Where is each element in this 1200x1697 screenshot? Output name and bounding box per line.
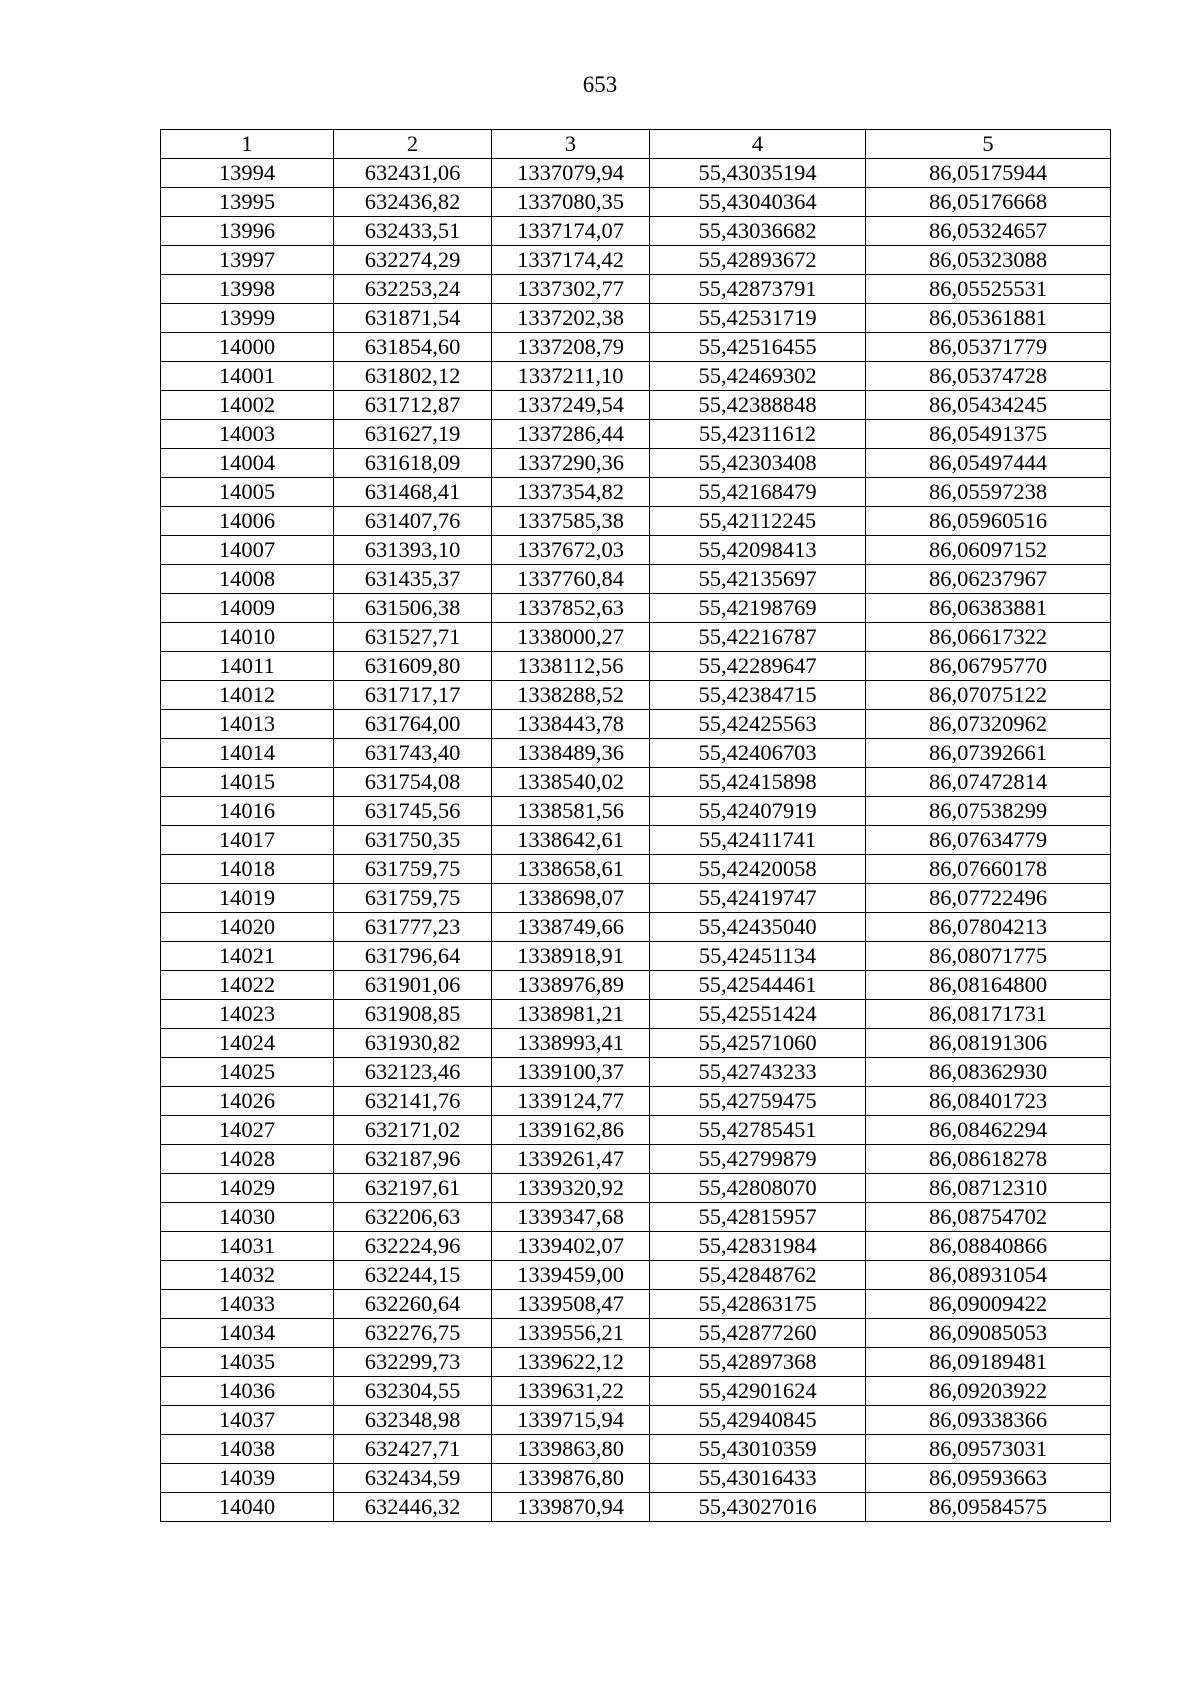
- cell-latitude: 55,42289647: [650, 652, 866, 681]
- cell-coord-x: 631745,56: [334, 797, 492, 826]
- cell-coord-x: 631750,35: [334, 826, 492, 855]
- cell-longitude: 86,08754702: [866, 1203, 1111, 1232]
- cell-coord-y: 1339124,77: [492, 1087, 650, 1116]
- cell-coord-y: 1338112,56: [492, 652, 650, 681]
- header-row: [161, 130, 1111, 159]
- table-row: [161, 565, 1111, 594]
- cell-longitude: 86,05960516: [866, 507, 1111, 536]
- cell-point-number: 14031: [161, 1232, 334, 1261]
- cell-coord-x: 632253,24: [334, 275, 492, 304]
- cell-point-number: 13995: [161, 188, 334, 217]
- cell-point-number: 14016: [161, 797, 334, 826]
- cell-point-number: 14001: [161, 362, 334, 391]
- cell-coord-x: 631609,80: [334, 652, 492, 681]
- cell-point-number: 14035: [161, 1348, 334, 1377]
- table-row: [161, 333, 1111, 362]
- cell-coord-y: 1338288,52: [492, 681, 650, 710]
- cell-longitude: 86,05176668: [866, 188, 1111, 217]
- table-row: [161, 449, 1111, 478]
- cell-coord-x: 632299,73: [334, 1348, 492, 1377]
- cell-coord-x: 631393,10: [334, 536, 492, 565]
- cell-coord-y: 1338981,21: [492, 1000, 650, 1029]
- cell-coord-x: 632187,96: [334, 1145, 492, 1174]
- cell-point-number: 14020: [161, 913, 334, 942]
- cell-latitude: 55,42198769: [650, 594, 866, 623]
- cell-coord-x: 632304,55: [334, 1377, 492, 1406]
- cell-coord-x: 631743,40: [334, 739, 492, 768]
- cell-coord-y: 1338976,89: [492, 971, 650, 1000]
- cell-coord-y: 1338749,66: [492, 913, 650, 942]
- cell-longitude: 86,05371779: [866, 333, 1111, 362]
- cell-longitude: 86,08840866: [866, 1232, 1111, 1261]
- cell-point-number: 14038: [161, 1435, 334, 1464]
- cell-latitude: 55,42759475: [650, 1087, 866, 1116]
- cell-point-number: 14018: [161, 855, 334, 884]
- cell-longitude: 86,09203922: [866, 1377, 1111, 1406]
- cell-coord-x: 632431,06: [334, 159, 492, 188]
- cell-latitude: 55,42419747: [650, 884, 866, 913]
- cell-latitude: 55,43035194: [650, 159, 866, 188]
- cell-point-number: 13999: [161, 304, 334, 333]
- table-row: [161, 246, 1111, 275]
- cell-coord-x: 631854,60: [334, 333, 492, 362]
- cell-coord-x: 631908,85: [334, 1000, 492, 1029]
- cell-point-number: 14025: [161, 1058, 334, 1087]
- table-row: [161, 304, 1111, 333]
- cell-latitude: 55,42815957: [650, 1203, 866, 1232]
- cell-point-number: 14004: [161, 449, 334, 478]
- table-row: [161, 1290, 1111, 1319]
- cell-point-number: 14036: [161, 1377, 334, 1406]
- cell-coord-y: 1338642,61: [492, 826, 650, 855]
- cell-latitude: 55,43016433: [650, 1464, 866, 1493]
- table-row: [161, 1145, 1111, 1174]
- cell-latitude: 55,43036682: [650, 217, 866, 246]
- cell-latitude: 55,42544461: [650, 971, 866, 1000]
- cell-point-number: 14032: [161, 1261, 334, 1290]
- cell-coord-x: 632171,02: [334, 1116, 492, 1145]
- cell-coord-y: 1339459,00: [492, 1261, 650, 1290]
- cell-coord-x: 631777,23: [334, 913, 492, 942]
- table-row: [161, 1493, 1111, 1522]
- table-row: [161, 1203, 1111, 1232]
- cell-point-number: 14002: [161, 391, 334, 420]
- cell-coord-y: 1339863,80: [492, 1435, 650, 1464]
- table-row: [161, 391, 1111, 420]
- cell-coord-x: 632244,15: [334, 1261, 492, 1290]
- cell-coord-y: 1339870,94: [492, 1493, 650, 1522]
- table-row: [161, 710, 1111, 739]
- cell-longitude: 86,05597238: [866, 478, 1111, 507]
- cell-latitude: 55,42435040: [650, 913, 866, 942]
- cell-coord-x: 631717,17: [334, 681, 492, 710]
- cell-coord-x: 631754,08: [334, 768, 492, 797]
- cell-point-number: 14014: [161, 739, 334, 768]
- cell-coord-y: 1337760,84: [492, 565, 650, 594]
- table-row: [161, 1174, 1111, 1203]
- table-row: [161, 1377, 1111, 1406]
- cell-longitude: 86,05525531: [866, 275, 1111, 304]
- cell-point-number: 13997: [161, 246, 334, 275]
- cell-latitude: 55,42831984: [650, 1232, 866, 1261]
- cell-coord-y: 1338698,07: [492, 884, 650, 913]
- cell-latitude: 55,42098413: [650, 536, 866, 565]
- header-cell-1: 1: [161, 130, 334, 159]
- cell-coord-x: 632274,29: [334, 246, 492, 275]
- table-row: [161, 913, 1111, 942]
- cell-point-number: 14013: [161, 710, 334, 739]
- cell-longitude: 86,05374728: [866, 362, 1111, 391]
- cell-point-number: 14026: [161, 1087, 334, 1116]
- cell-point-number: 14034: [161, 1319, 334, 1348]
- cell-coord-y: 1339261,47: [492, 1145, 650, 1174]
- cell-longitude: 86,06097152: [866, 536, 1111, 565]
- cell-coord-y: 1337249,54: [492, 391, 650, 420]
- table-row: [161, 507, 1111, 536]
- table-row: [161, 1261, 1111, 1290]
- table-row: [161, 623, 1111, 652]
- cell-coord-y: 1337174,07: [492, 217, 650, 246]
- cell-point-number: 13996: [161, 217, 334, 246]
- cell-longitude: 86,06795770: [866, 652, 1111, 681]
- cell-coord-x: 631796,64: [334, 942, 492, 971]
- table-row: [161, 478, 1111, 507]
- cell-coord-y: 1338489,36: [492, 739, 650, 768]
- cell-longitude: 86,08362930: [866, 1058, 1111, 1087]
- cell-coord-y: 1337080,35: [492, 188, 650, 217]
- cell-latitude: 55,43010359: [650, 1435, 866, 1464]
- cell-longitude: 86,08618278: [866, 1145, 1111, 1174]
- cell-coord-y: 1337208,79: [492, 333, 650, 362]
- cell-point-number: 14037: [161, 1406, 334, 1435]
- cell-coord-x: 631627,19: [334, 420, 492, 449]
- cell-longitude: 86,07634779: [866, 826, 1111, 855]
- cell-point-number: 14003: [161, 420, 334, 449]
- table-row: [161, 1406, 1111, 1435]
- cell-coord-y: 1338918,91: [492, 942, 650, 971]
- table-row: [161, 594, 1111, 623]
- header-cell-3: 3: [492, 130, 650, 159]
- cell-longitude: 86,05497444: [866, 449, 1111, 478]
- cell-latitude: 55,42516455: [650, 333, 866, 362]
- header-cell-2: 2: [334, 130, 492, 159]
- cell-longitude: 86,09573031: [866, 1435, 1111, 1464]
- cell-latitude: 55,42877260: [650, 1319, 866, 1348]
- table-row: [161, 217, 1111, 246]
- cell-latitude: 55,42863175: [650, 1290, 866, 1319]
- cell-coord-y: 1337290,36: [492, 449, 650, 478]
- cell-coord-y: 1338581,56: [492, 797, 650, 826]
- table-row: [161, 1464, 1111, 1493]
- cell-coord-x: 631764,00: [334, 710, 492, 739]
- cell-longitude: 86,09085053: [866, 1319, 1111, 1348]
- cell-latitude: 55,42406703: [650, 739, 866, 768]
- cell-coord-x: 631802,12: [334, 362, 492, 391]
- cell-latitude: 55,42571060: [650, 1029, 866, 1058]
- cell-coord-x: 631527,71: [334, 623, 492, 652]
- cell-longitude: 86,08171731: [866, 1000, 1111, 1029]
- cell-coord-y: 1337585,38: [492, 507, 650, 536]
- cell-coord-x: 631901,06: [334, 971, 492, 1000]
- cell-longitude: 86,08931054: [866, 1261, 1111, 1290]
- cell-longitude: 86,05361881: [866, 304, 1111, 333]
- cell-latitude: 55,42808070: [650, 1174, 866, 1203]
- cell-latitude: 55,42743233: [650, 1058, 866, 1087]
- cell-longitude: 86,07320962: [866, 710, 1111, 739]
- cell-coord-x: 632141,76: [334, 1087, 492, 1116]
- cell-longitude: 86,06383881: [866, 594, 1111, 623]
- cell-longitude: 86,08071775: [866, 942, 1111, 971]
- cell-point-number: 14027: [161, 1116, 334, 1145]
- cell-coord-x: 631407,76: [334, 507, 492, 536]
- cell-latitude: 55,42303408: [650, 449, 866, 478]
- cell-coord-y: 1338443,78: [492, 710, 650, 739]
- cell-point-number: 14017: [161, 826, 334, 855]
- cell-coord-x: 632197,61: [334, 1174, 492, 1203]
- cell-coord-x: 632276,75: [334, 1319, 492, 1348]
- cell-latitude: 55,42451134: [650, 942, 866, 971]
- cell-longitude: 86,07538299: [866, 797, 1111, 826]
- cell-coord-y: 1337202,38: [492, 304, 650, 333]
- cell-coord-y: 1338000,27: [492, 623, 650, 652]
- cell-longitude: 86,05434245: [866, 391, 1111, 420]
- cell-latitude: 55,42425563: [650, 710, 866, 739]
- cell-point-number: 14039: [161, 1464, 334, 1493]
- cell-longitude: 86,09338366: [866, 1406, 1111, 1435]
- cell-longitude: 86,06617322: [866, 623, 1111, 652]
- cell-coord-y: 1337302,77: [492, 275, 650, 304]
- cell-longitude: 86,07472814: [866, 768, 1111, 797]
- cell-coord-x: 631618,09: [334, 449, 492, 478]
- table-row: [161, 855, 1111, 884]
- cell-coord-x: 632348,98: [334, 1406, 492, 1435]
- cell-coord-x: 632446,32: [334, 1493, 492, 1522]
- cell-longitude: 86,05491375: [866, 420, 1111, 449]
- table-row: [161, 1116, 1111, 1145]
- cell-coord-y: 1339508,47: [492, 1290, 650, 1319]
- cell-point-number: 14033: [161, 1290, 334, 1319]
- cell-longitude: 86,05175944: [866, 159, 1111, 188]
- cell-coord-y: 1337174,42: [492, 246, 650, 275]
- cell-longitude: 86,09593663: [866, 1464, 1111, 1493]
- table-row: [161, 739, 1111, 768]
- cell-coord-x: 631759,75: [334, 884, 492, 913]
- cell-coord-y: 1339402,07: [492, 1232, 650, 1261]
- cell-longitude: 86,06237967: [866, 565, 1111, 594]
- cell-point-number: 14012: [161, 681, 334, 710]
- cell-coord-x: 631468,41: [334, 478, 492, 507]
- table-row: [161, 797, 1111, 826]
- cell-latitude: 55,43040364: [650, 188, 866, 217]
- cell-coord-y: 1339876,80: [492, 1464, 650, 1493]
- cell-latitude: 55,42531719: [650, 304, 866, 333]
- cell-coord-y: 1339631,22: [492, 1377, 650, 1406]
- cell-point-number: 14021: [161, 942, 334, 971]
- table-body: [161, 159, 1111, 1522]
- cell-point-number: 14028: [161, 1145, 334, 1174]
- table-row: [161, 652, 1111, 681]
- cell-coord-x: 632224,96: [334, 1232, 492, 1261]
- cell-coord-x: 632433,51: [334, 217, 492, 246]
- cell-latitude: 55,42388848: [650, 391, 866, 420]
- cell-coord-x: 632434,59: [334, 1464, 492, 1493]
- table-row: [161, 1000, 1111, 1029]
- cell-coord-x: 631506,38: [334, 594, 492, 623]
- cell-coord-y: 1339320,92: [492, 1174, 650, 1203]
- cell-point-number: 14024: [161, 1029, 334, 1058]
- cell-point-number: 14022: [161, 971, 334, 1000]
- cell-latitude: 55,42551424: [650, 1000, 866, 1029]
- table-row: [161, 362, 1111, 391]
- cell-longitude: 86,08164800: [866, 971, 1111, 1000]
- cell-longitude: 86,05324657: [866, 217, 1111, 246]
- cell-coord-y: 1337211,10: [492, 362, 650, 391]
- table-row: [161, 1029, 1111, 1058]
- cell-latitude: 55,42407919: [650, 797, 866, 826]
- cell-point-number: 14015: [161, 768, 334, 797]
- coordinates-table: [160, 129, 1111, 1522]
- table-row: [161, 188, 1111, 217]
- cell-coord-x: 631712,87: [334, 391, 492, 420]
- cell-coord-x: 631930,82: [334, 1029, 492, 1058]
- table-row: [161, 1435, 1111, 1464]
- cell-coord-y: 1339622,12: [492, 1348, 650, 1377]
- table-row: [161, 768, 1111, 797]
- page-number: 653: [582, 72, 618, 97]
- cell-point-number: 13994: [161, 159, 334, 188]
- table-row: [161, 826, 1111, 855]
- cell-latitude: 55,42168479: [650, 478, 866, 507]
- cell-point-number: 14011: [161, 652, 334, 681]
- cell-longitude: 86,07804213: [866, 913, 1111, 942]
- header-cell-4: 4: [650, 130, 866, 159]
- cell-latitude: 55,42897368: [650, 1348, 866, 1377]
- table-row: [161, 1319, 1111, 1348]
- cell-coord-y: 1339100,37: [492, 1058, 650, 1087]
- cell-longitude: 86,08712310: [866, 1174, 1111, 1203]
- cell-latitude: 55,42216787: [650, 623, 866, 652]
- cell-latitude: 55,42785451: [650, 1116, 866, 1145]
- cell-latitude: 55,43027016: [650, 1493, 866, 1522]
- cell-coord-y: 1337286,44: [492, 420, 650, 449]
- cell-point-number: 13998: [161, 275, 334, 304]
- cell-coord-y: 1337079,94: [492, 159, 650, 188]
- table-row: [161, 159, 1111, 188]
- table-row: [161, 884, 1111, 913]
- cell-point-number: 14010: [161, 623, 334, 652]
- cell-longitude: 86,08191306: [866, 1029, 1111, 1058]
- table-row: [161, 536, 1111, 565]
- cell-latitude: 55,42848762: [650, 1261, 866, 1290]
- cell-latitude: 55,42411741: [650, 826, 866, 855]
- cell-coord-y: 1337672,03: [492, 536, 650, 565]
- cell-latitude: 55,42901624: [650, 1377, 866, 1406]
- cell-longitude: 86,08401723: [866, 1087, 1111, 1116]
- table-row: [161, 1058, 1111, 1087]
- cell-coord-x: 632436,82: [334, 188, 492, 217]
- cell-coord-y: 1338658,61: [492, 855, 650, 884]
- cell-coord-x: 631759,75: [334, 855, 492, 884]
- cell-coord-y: 1339715,94: [492, 1406, 650, 1435]
- header-cell-5: 5: [866, 130, 1111, 159]
- cell-coord-y: 1339347,68: [492, 1203, 650, 1232]
- table-header: [161, 130, 1111, 159]
- cell-latitude: 55,42112245: [650, 507, 866, 536]
- table-row: [161, 1087, 1111, 1116]
- cell-coord-y: 1337852,63: [492, 594, 650, 623]
- cell-longitude: 86,09189481: [866, 1348, 1111, 1377]
- table-row: [161, 942, 1111, 971]
- cell-point-number: 14007: [161, 536, 334, 565]
- cell-coord-y: 1338540,02: [492, 768, 650, 797]
- cell-longitude: 86,07075122: [866, 681, 1111, 710]
- cell-longitude: 86,07722496: [866, 884, 1111, 913]
- cell-coord-y: 1339556,21: [492, 1319, 650, 1348]
- cell-point-number: 14040: [161, 1493, 334, 1522]
- table-row: [161, 681, 1111, 710]
- table-row: [161, 971, 1111, 1000]
- cell-coord-y: 1338993,41: [492, 1029, 650, 1058]
- table-row: [161, 275, 1111, 304]
- table-row: [161, 420, 1111, 449]
- cell-latitude: 55,42940845: [650, 1406, 866, 1435]
- cell-longitude: 86,08462294: [866, 1116, 1111, 1145]
- cell-longitude: 86,05323088: [866, 246, 1111, 275]
- cell-coord-x: 631435,37: [334, 565, 492, 594]
- cell-coord-x: 632206,63: [334, 1203, 492, 1232]
- cell-coord-x: 632427,71: [334, 1435, 492, 1464]
- cell-point-number: 14006: [161, 507, 334, 536]
- cell-point-number: 14019: [161, 884, 334, 913]
- cell-longitude: 86,07660178: [866, 855, 1111, 884]
- cell-latitude: 55,42799879: [650, 1145, 866, 1174]
- cell-latitude: 55,42135697: [650, 565, 866, 594]
- cell-coord-x: 631871,54: [334, 304, 492, 333]
- cell-longitude: 86,07392661: [866, 739, 1111, 768]
- cell-coord-y: 1339162,86: [492, 1116, 650, 1145]
- cell-point-number: 14030: [161, 1203, 334, 1232]
- table-row: [161, 1232, 1111, 1261]
- table-row: [161, 1348, 1111, 1377]
- cell-point-number: 14005: [161, 478, 334, 507]
- cell-point-number: 14000: [161, 333, 334, 362]
- cell-coord-x: 632260,64: [334, 1290, 492, 1319]
- cell-latitude: 55,42873791: [650, 275, 866, 304]
- cell-latitude: 55,42469302: [650, 362, 866, 391]
- cell-latitude: 55,42384715: [650, 681, 866, 710]
- cell-longitude: 86,09009422: [866, 1290, 1111, 1319]
- cell-point-number: 14009: [161, 594, 334, 623]
- cell-point-number: 14023: [161, 1000, 334, 1029]
- cell-latitude: 55,42311612: [650, 420, 866, 449]
- cell-point-number: 14008: [161, 565, 334, 594]
- cell-latitude: 55,42420058: [650, 855, 866, 884]
- cell-point-number: 14029: [161, 1174, 334, 1203]
- cell-coord-y: 1337354,82: [492, 478, 650, 507]
- cell-latitude: 55,42893672: [650, 246, 866, 275]
- cell-longitude: 86,09584575: [866, 1493, 1111, 1522]
- cell-coord-x: 632123,46: [334, 1058, 492, 1087]
- cell-latitude: 55,42415898: [650, 768, 866, 797]
